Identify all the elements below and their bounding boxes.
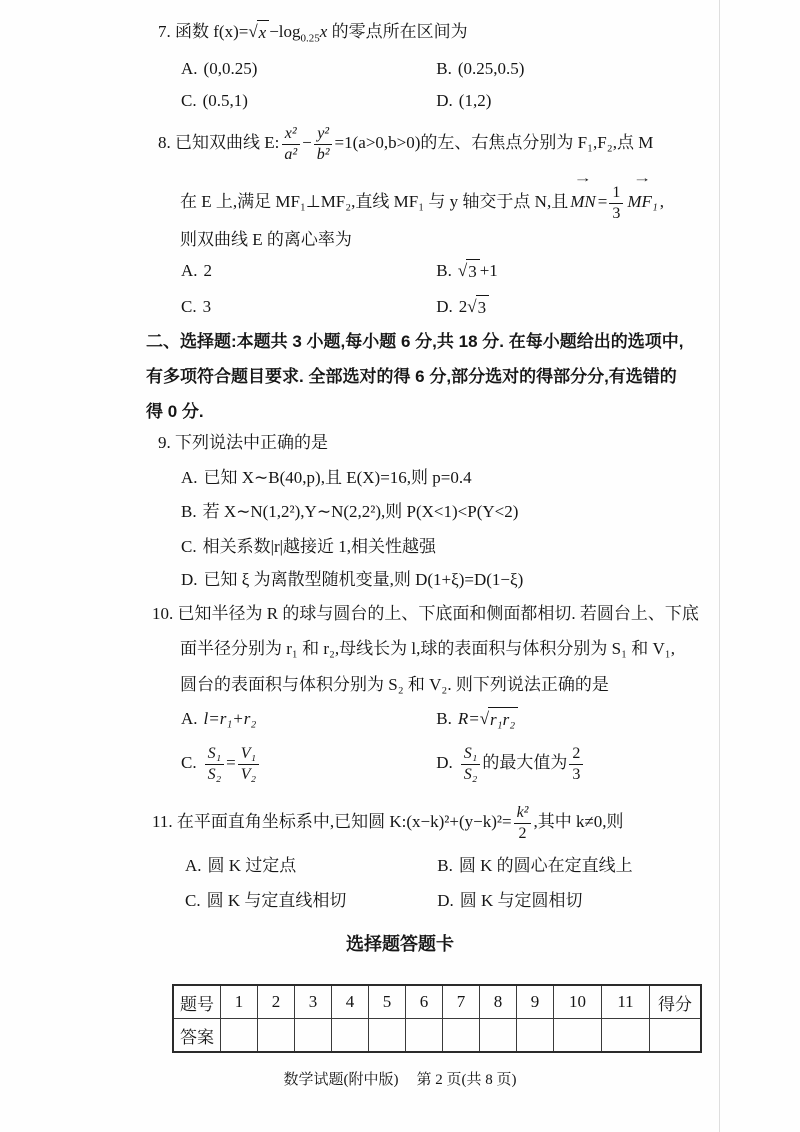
answer-card-header-cell: 7 (443, 985, 480, 1019)
q10-fraction-V1-V2: $\frac{\text{V₁}}{\text{V₂}}$ (238, 745, 259, 784)
q9-option-c: C. 相关系数|r|越接近 1,相关性越强 (181, 537, 437, 556)
vector-arrow-icon: → (633, 170, 652, 185)
q11-options-row-2 (185, 888, 583, 913)
q8-option-b-sqrt: √ 3 (458, 259, 480, 284)
q7-number: 7. (158, 22, 171, 41)
q8-equals: = (597, 192, 608, 211)
q11-options-row-1 (185, 853, 633, 878)
section-2-instructions-line-2: 有多项符合题目要求. 全部选对的得 6 分,部分选对的得部分分,有选错的 (146, 367, 677, 386)
q7-sqrt-arg: x (257, 20, 270, 45)
section-2-instructions-line-1: 二、选择题:本题共 3 小题,每小题 6 分,共 18 分. 在每小题给出的选项中, (146, 332, 684, 351)
q10-option-b-sqrt: √ r₁r₂ (480, 707, 518, 732)
answer-cell-3 (295, 1019, 332, 1053)
q8-fraction-1-3: $\frac{1}{3}$ (609, 184, 623, 223)
q10-fraction-S1-S2-d: $\frac{\text{S₁}}{\text{S₂}}$ (461, 745, 481, 784)
q10-options-row-2 (181, 740, 585, 785)
radical-sign: √ (457, 260, 468, 280)
q8-fraction-y2-b2: $\frac{\text{y²}}{\text{b²}}$ (314, 125, 333, 164)
radical-sign: √ (479, 708, 490, 728)
answer-card-title: 选择题答题卡 (346, 934, 454, 954)
q7-text-pre: 函数 f(x)= (175, 22, 249, 41)
q7-options-row-2 (181, 88, 491, 113)
answer-card-header-cell: 1 (221, 985, 258, 1019)
q10-option-b: B. R= √ r₁r₂ (436, 707, 518, 732)
q9-number: 9. (158, 433, 171, 452)
radical-sign: √ (248, 22, 258, 41)
answer-card-header-cell: 10 (554, 985, 602, 1019)
answer-cell-8 (480, 1019, 517, 1053)
q8-option-c: C. 3 (181, 297, 212, 317)
q7-log-subscript: 0.25 (300, 32, 320, 45)
q11-option-d: D. 圆 K 与定圆相切 (437, 891, 583, 911)
q8-text-l1a: 已知双曲线 E: (175, 133, 280, 152)
q7-sqrt (248, 20, 269, 45)
answer-card-table (172, 984, 702, 1053)
answer-cell-2 (258, 1019, 295, 1053)
q8-options-row-1 (181, 258, 498, 284)
q10-option-c: C. $\frac{\text{S₁}}{\text{S₂}}$ = $\frac{\text{V₁}}{\text{V₂}}$ (181, 741, 432, 785)
question-8-stem-line-1 (158, 120, 653, 166)
q8-fraction-x2-a2: $\frac{\text{x²}}{\text{a²}}$ (281, 125, 300, 164)
footer-exam-title: 数学试题(附中版) (283, 1072, 399, 1088)
q8-number: 8. (158, 133, 171, 152)
q8-option-b: B. √ 3 +1 (436, 259, 498, 284)
answer-card-header-cell: 9 (517, 985, 554, 1019)
q8-vector-MN: → MN (570, 182, 596, 222)
q8-option-a: A. 2 (181, 261, 213, 281)
question-11-stem: 11. 在平面直角坐标系中,已知圆 K:(x−k)²+(y−k)²= $\frac{\text{k²}}{2}$ ,其中 k≠0,则 (152, 803, 624, 842)
q9-title: 下列说法中正确的是 (175, 433, 328, 452)
q10-option-a: A. l=r₁+r₂ (181, 709, 257, 729)
q11-fraction-k2-2: $\frac{\text{k²}}{2}$ (514, 804, 532, 843)
question-8-stem-line-3 (180, 228, 352, 252)
question-9-stem (158, 431, 328, 455)
q7-text-post: 的零点所在区间为 (327, 22, 468, 41)
answer-card-header-cell: 2 (258, 985, 295, 1019)
q7-option-b: B. (0.25,0.5) (436, 59, 525, 79)
q7-text-mid: −log (269, 22, 301, 41)
q8-text-l1b: =1(a>0,b>0)的左、右焦点分别为 F₁,F₂,点 M (334, 133, 654, 152)
q8-text-l2a: 在 E 上,满足 MF₁⊥MF₂,直线 MF₁ 与 y 轴交于点 N,且 (180, 192, 569, 211)
answer-cell-11 (602, 1019, 650, 1053)
q11-number: 11. (152, 812, 173, 831)
q10-number: 10. (152, 604, 174, 623)
footer-page-number: 第 2 页(共 8 页) (416, 1072, 517, 1088)
question-10-stem-line-3: 圆台的表面积与体积分别为 S₂ 和 V₂. 则下列说法正确的是 (180, 675, 609, 694)
question-10-stem-line-1: 10. 已知半径为 R 的球与圆台的上、下底面和侧面都相切. 若圆台上、下底 (152, 604, 699, 623)
q7-log-argument: x (319, 22, 328, 41)
q8-option-d: D. 2 √ 3 (436, 295, 489, 320)
q10-fraction-2-3: $\frac{2}{3}$ (569, 745, 583, 784)
q8-vector-MF1: → MF₁ (627, 182, 657, 222)
answer-card-header-cell: 题号 (173, 985, 221, 1019)
question-8-stem-line-2 (180, 170, 665, 223)
answer-cell-4 (332, 1019, 369, 1053)
q10-fraction-S1-S2: $\frac{\text{S₁}}{\text{S₂}}$ (205, 745, 225, 784)
q11-option-c: C. 圆 K 与定直线相切 (185, 891, 347, 911)
answer-card-header-cell: 4 (332, 985, 369, 1019)
q7-options-row-1 (181, 56, 524, 81)
answer-card-header-cell: 8 (480, 985, 517, 1019)
answer-cell-9 (517, 1019, 554, 1053)
section-2-instructions-line-3: 得 0 分. (146, 402, 204, 421)
answer-card-header-cell: 11 (602, 985, 650, 1019)
q11-option-a: A. 圆 K 过定点 (185, 856, 297, 876)
q11-option-b: B. 圆 K 的圆心在定直线上 (437, 856, 633, 876)
q9-option-b: B. 若 X∼N(1,2²),Y∼N(2,2²),则 P(X<1)<P(Y<2) (181, 502, 519, 521)
q8-option-d-sqrt: √ 3 (467, 295, 489, 320)
answer-row-label: 答案 (173, 1019, 221, 1053)
vector-arrow-icon: → (573, 170, 593, 185)
q10-options-row-1 (181, 706, 518, 732)
q8-minus: − (302, 133, 312, 152)
answer-cell-10 (554, 1019, 602, 1053)
q9-option-d: D. 已知 ξ 为离散型随机变量,则 D(1+ξ)=D(1−ξ) (181, 570, 524, 589)
answer-card-header-row (173, 985, 701, 1019)
answer-card-header-cell: 得分 (650, 985, 702, 1019)
answer-card-header-cell: 6 (406, 985, 443, 1019)
q8-options-row-2 (181, 294, 489, 320)
q7-option-d: D. (1,2) (436, 91, 492, 111)
answer-cell-5 (369, 1019, 406, 1053)
scan-artifact-line (719, 0, 720, 1132)
answer-card-header-cell: 3 (295, 985, 332, 1019)
answer-card-answer-row (173, 1019, 701, 1053)
q8-text-l3: 则双曲线 E 的离心率为 (180, 230, 352, 249)
answer-cell-6 (406, 1019, 443, 1053)
answer-cell-1 (221, 1019, 258, 1053)
answer-cell-score (650, 1019, 702, 1053)
question-7-stem (158, 20, 468, 50)
q7-option-c: C. (0.5,1) (181, 91, 248, 111)
q9-option-a: A. 已知 X∼B(40,p),且 E(X)=16,则 p=0.4 (181, 468, 472, 487)
answer-card-header-cell: 5 (369, 985, 406, 1019)
q10-option-d: D. $\frac{\text{S₁}}{\text{S₂}}$ 的最大值为 $\frac{2}{3}$ (436, 741, 585, 785)
q7-option-a: A. (0,0.25) (181, 59, 258, 79)
radical-sign: √ (467, 296, 477, 316)
answer-cell-7 (443, 1019, 480, 1053)
page-footer (0, 1068, 800, 1089)
q8-text-l2b: , (659, 192, 665, 211)
question-10-stem-line-2: 面半径分别为 r₁ 和 r₂,母线长为 l,球的表面积与体积分别为 S₁ 和 V₁, (180, 639, 675, 658)
